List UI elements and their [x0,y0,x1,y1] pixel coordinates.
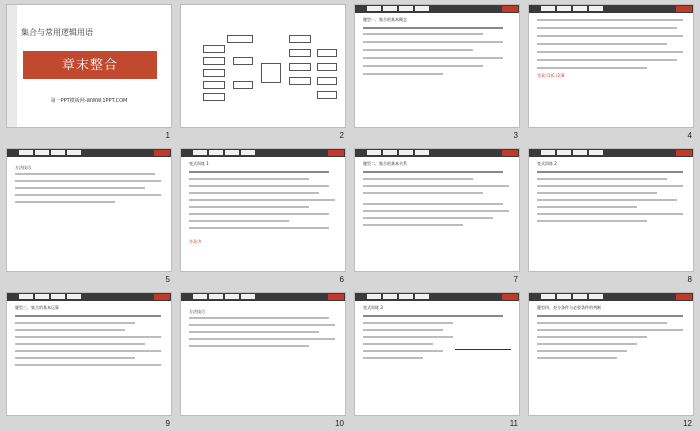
slide-number: 11 [509,419,518,428]
slide-canvas [354,292,520,416]
section-heading: 题型四、充分条件与必要条件的判断 [537,305,601,310]
slide-thumbnail-2[interactable] [180,4,346,142]
mindmap-node [317,63,337,71]
mindmap-node [203,69,225,77]
slide-number: 2 [339,131,344,140]
slide-number: 8 [687,275,692,284]
answer-text: 答案:A [189,239,202,244]
slide-title-text: 集合与常用逻辑用语 [21,28,93,37]
mindmap-node [203,57,225,65]
slide-thumbnail-6[interactable] [180,148,346,286]
section-heading: 变式训练 2 [537,161,557,166]
slide-canvas [528,148,694,272]
slide-canvas [6,148,172,272]
section-heading: 题型一、集合的基本概念 [363,17,407,22]
slide-number: 9 [165,419,170,428]
section-heading: 变式训练 1 [189,161,209,166]
slide-header-bar [7,293,172,301]
slide-header-bar [355,5,520,13]
slide-number: 6 [339,275,344,284]
slide-number: 12 [683,419,692,428]
mindmap-node [233,81,253,89]
slide-thumbnail-10[interactable] [180,292,346,430]
mindmap-node [203,93,225,101]
answer-text: 答案:(1)C (2)B [537,73,565,78]
slide-canvas [6,4,172,128]
slide-header-bar [529,5,694,13]
mindmap-node [317,77,337,85]
slide-sorter-grid [6,4,694,428]
slide-number: 3 [513,131,518,140]
mindmap-node [317,91,337,99]
slide-thumbnail-7[interactable] [354,148,520,286]
mindmap-node [317,49,337,57]
mindmap-root [261,63,281,83]
chapter-band: 章末整合 [23,51,157,79]
mindmap-node [203,81,225,89]
slide-header-bar [7,149,172,157]
number-line [455,349,511,350]
slide-canvas [354,148,520,272]
method-heading: 方法技巧 [189,309,205,314]
slide-header-bar [355,149,520,157]
slide-number: 4 [687,131,692,140]
mindmap-node [289,77,311,85]
slide-number: 5 [165,275,170,284]
slide-canvas [6,292,172,416]
slide-thumbnail-5[interactable] [6,148,172,286]
slide-header-bar [355,293,520,301]
slide-thumbnail-8[interactable] [528,148,694,286]
slide-canvas [180,4,346,128]
slide-header-bar [529,293,694,301]
section-heading: 题型二、集合的基本关系 [363,161,407,166]
slide-thumbnail-1[interactable] [6,4,172,142]
section-heading: 题型三、集合的基本运算 [15,305,59,310]
slide-thumbnail-9[interactable] [6,292,172,430]
slide-number: 1 [165,131,170,140]
slide-canvas [180,148,346,272]
slide-canvas [528,4,694,128]
slide-canvas [180,292,346,416]
mindmap-node [233,57,253,65]
mindmap-node [289,35,311,43]
slide-number: 7 [513,275,518,284]
method-heading: 方法技巧 [15,165,31,170]
slide-thumbnail-12[interactable] [528,292,694,430]
slide-number: 10 [335,419,344,428]
mindmap-node [289,63,311,71]
mindmap-node [203,45,225,53]
slide-side-strip [7,5,17,128]
section-heading: 变式训练 3 [363,305,383,310]
slide-footer: 第一PPT模板网-WWW.1PPT.COM [50,98,128,104]
mindmap-node [289,49,311,57]
slide-header-bar [181,149,346,157]
slide-canvas [528,292,694,416]
slide-thumbnail-11[interactable] [354,292,520,430]
slide-header-bar [181,293,346,301]
slide-thumbnail-4[interactable] [528,4,694,142]
slide-canvas [354,4,520,128]
slide-header-bar [529,149,694,157]
slide-thumbnail-3[interactable] [354,4,520,142]
mindmap-node [227,35,253,43]
